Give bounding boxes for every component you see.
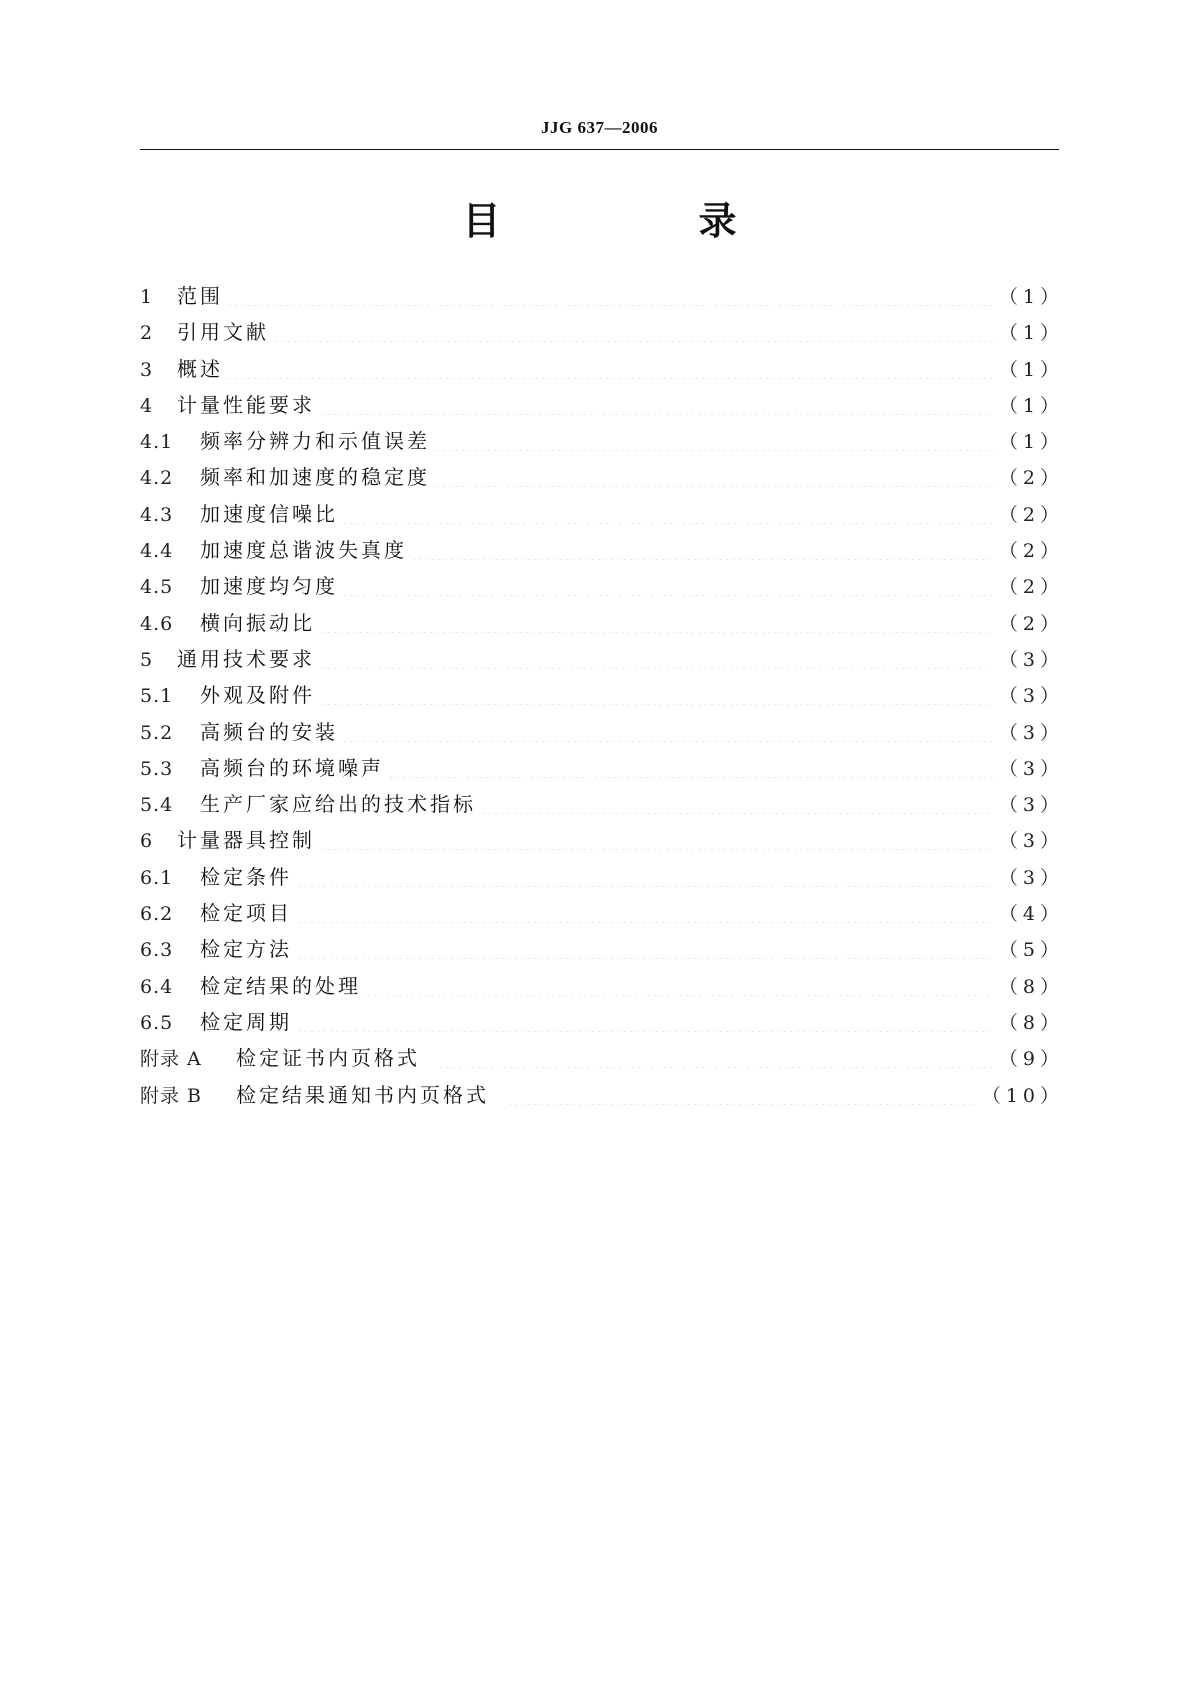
toc-entry-page: （3）: [998, 757, 1064, 780]
toc-entry-title: 频率和加速度的稳定度: [200, 465, 430, 490]
toc-entry-page: （8）: [998, 1011, 1064, 1034]
toc-entry-page: （1）: [998, 394, 1064, 417]
dot-leader: [227, 357, 993, 379]
dot-leader: [434, 429, 993, 451]
toc-entry-page: （3）: [998, 794, 1064, 817]
toc-entry-title: 高频台的环境噪声: [200, 755, 384, 780]
toc-entry-title: 外观及附件: [200, 683, 315, 708]
dot-leader: [434, 465, 993, 487]
toc-entry-number: 4.1: [140, 431, 174, 454]
toc-entry-page: （3）: [998, 685, 1064, 708]
toc-title: 目 录: [462, 199, 817, 243]
dot-leader: [411, 538, 993, 560]
dot-leader: [438, 1046, 993, 1068]
toc-entry[interactable]: [140, 859, 1064, 895]
toc-entry[interactable]: [140, 314, 1064, 350]
toc-entry-number: 5.1: [140, 685, 174, 708]
toc-entry[interactable]: [140, 568, 1064, 604]
toc-entry-number: 4.6: [140, 612, 174, 635]
toc-entry[interactable]: [140, 786, 1064, 822]
toc-entry-number: 6.2: [140, 903, 174, 926]
toc-entry-title: 高频台的安装: [200, 719, 338, 744]
dot-leader: [319, 683, 993, 705]
toc-entry-number: 5: [140, 648, 154, 671]
toc-entry[interactable]: [140, 677, 1064, 713]
dot-leader: [296, 1010, 993, 1032]
toc-entry-number: 4.4: [140, 540, 174, 563]
toc-entry-page: （10）: [981, 1084, 1064, 1107]
toc-entry-title: 检定结果通知书内页格式: [236, 1082, 489, 1107]
toc-entry[interactable]: [140, 387, 1064, 423]
dot-leader: [319, 828, 993, 850]
dot-leader: [273, 320, 993, 342]
toc-entry[interactable]: [140, 278, 1064, 314]
toc-entry-number: 6.5: [140, 1011, 174, 1034]
toc-entry-number: 4.3: [140, 503, 174, 526]
toc-entry-page: （1）: [998, 322, 1064, 345]
toc-entry[interactable]: [140, 351, 1064, 387]
toc-entry-number: 6.3: [140, 939, 174, 962]
toc-entry-title: 计量器具控制: [177, 828, 315, 853]
toc-entry-number: 1: [140, 286, 154, 308]
toc-entry-page: （1）: [998, 431, 1064, 454]
toc-entry-page: （9）: [998, 1048, 1064, 1071]
toc-entry-page: （2）: [998, 576, 1064, 599]
toc-entry-page: （8）: [998, 975, 1064, 998]
toc-entry-title: 概述: [177, 356, 223, 381]
toc-entry[interactable]: [140, 1004, 1064, 1040]
toc-entry-number: 6.1: [140, 866, 174, 889]
toc-entry-number: 6: [140, 830, 154, 853]
toc-entry-number: 4.2: [140, 467, 174, 490]
dot-leader: [507, 1083, 976, 1105]
toc-entry-title: 通用技术要求: [177, 646, 315, 671]
toc-entry-number: 附录 B: [140, 1084, 203, 1107]
dot-leader: [480, 792, 993, 814]
dot-leader: [296, 865, 993, 887]
dot-leader: [296, 901, 993, 923]
toc-entry[interactable]: [140, 895, 1064, 931]
toc-entry-title: 加速度总谐波失真度: [200, 538, 407, 563]
dot-leader: [319, 647, 993, 669]
toc-entry-title: 检定周期: [200, 1009, 292, 1034]
toc-entry-page: （2）: [998, 503, 1064, 526]
dot-leader: [227, 284, 993, 306]
toc-entry-page: （5）: [998, 939, 1064, 962]
toc-entry-page: （3）: [998, 866, 1064, 889]
toc-entry-title: 检定项目: [200, 901, 292, 926]
dot-leader: [342, 720, 993, 742]
toc-entry[interactable]: [140, 1040, 1064, 1076]
toc-entry[interactable]: [140, 605, 1064, 641]
toc-entry[interactable]: [140, 931, 1064, 967]
toc-entry[interactable]: [140, 822, 1064, 858]
toc-entry[interactable]: [140, 968, 1064, 1004]
toc-entry-page: （2）: [998, 467, 1064, 490]
toc-entry-title: 检定结果的处理: [200, 973, 361, 998]
toc-entry-title: 范围: [177, 284, 223, 308]
dot-leader: [342, 574, 993, 596]
toc-entry-title: 检定方法: [200, 937, 292, 962]
toc-entry-page: （1）: [998, 358, 1064, 381]
toc-entry-page: （3）: [998, 830, 1064, 853]
toc-entry-page: （3）: [998, 721, 1064, 744]
toc-entry-title: 引用文献: [177, 320, 269, 345]
dot-leader: [319, 611, 993, 633]
toc-entry[interactable]: [140, 714, 1064, 750]
toc-entry[interactable]: [140, 641, 1064, 677]
toc-entry-number: 5.3: [140, 757, 174, 780]
toc-entry-title: 生产厂家应给出的技术指标: [200, 792, 476, 817]
standard-code-header: JJG 637—2006: [541, 118, 658, 137]
toc-entry[interactable]: [140, 1077, 1064, 1113]
toc-entry-number: 附录 A: [140, 1048, 202, 1071]
toc-entry[interactable]: [140, 423, 1064, 459]
toc-entry-title: 横向振动比: [200, 610, 315, 635]
toc-entry-title: 加速度信噪比: [200, 501, 338, 526]
toc-entry-number: 6.4: [140, 975, 174, 998]
dot-leader: [342, 502, 993, 524]
dot-leader: [319, 393, 993, 415]
toc-entry[interactable]: [140, 750, 1064, 786]
toc-entry-page: （4）: [998, 903, 1064, 926]
toc-entry-number: 4.5: [140, 576, 174, 599]
toc-entry-number: 5.2: [140, 721, 174, 744]
toc-entry-number: 2: [140, 322, 154, 345]
dot-leader: [388, 756, 993, 778]
toc-entry-title: 计量性能要求: [177, 392, 315, 417]
toc-entry-title: 检定证书内页格式: [236, 1046, 420, 1071]
toc-entry-title: 频率分辨力和示值误差: [200, 429, 430, 454]
table-of-contents: [140, 278, 1064, 1113]
toc-entry[interactable]: [140, 459, 1064, 495]
header-divider: [140, 149, 1059, 150]
toc-entry-page: （3）: [998, 648, 1064, 671]
toc-entry-number: 5.4: [140, 794, 174, 817]
toc-entry-title: 检定条件: [200, 864, 292, 889]
toc-entry-page: （1）: [998, 286, 1064, 308]
dot-leader: [296, 937, 993, 959]
toc-entry[interactable]: [140, 496, 1064, 532]
toc-entry[interactable]: [140, 532, 1064, 568]
toc-entry-number: 3: [140, 358, 154, 381]
toc-entry-number: 4: [140, 394, 154, 417]
toc-entry-page: （2）: [998, 612, 1064, 635]
toc-entry-title: 加速度均匀度: [200, 574, 338, 599]
dot-leader: [365, 974, 993, 996]
toc-entry-page: （2）: [998, 540, 1064, 563]
